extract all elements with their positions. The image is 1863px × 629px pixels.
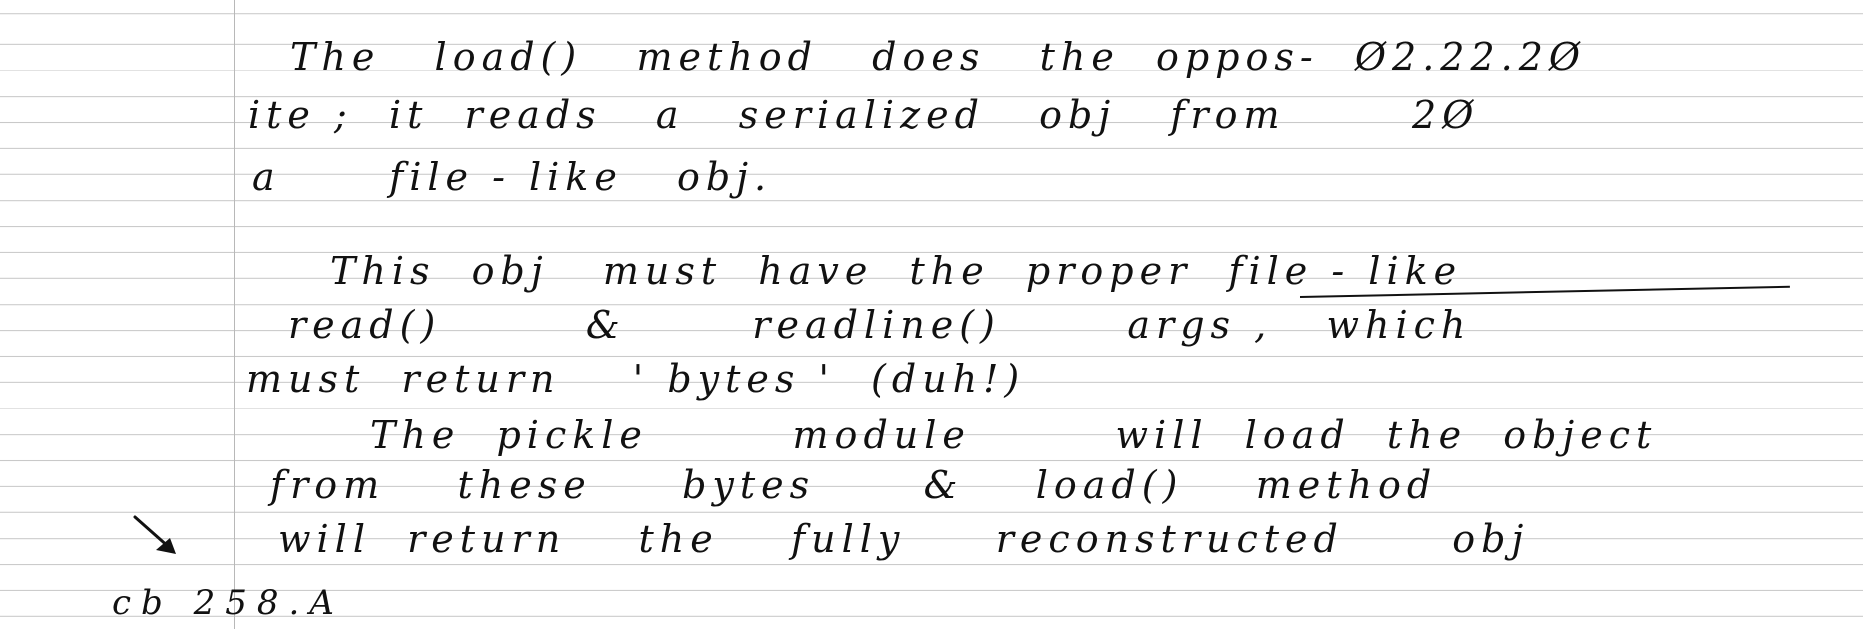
note-line-6: must return ' bytes ' (duh!) (246, 357, 1026, 401)
note-line-9: will return the fully reconstructed obj (278, 517, 1530, 561)
margin-line (234, 0, 235, 629)
note-line-7: The pickle module will load the object (370, 413, 1658, 457)
note-line-1: The load() method does the oppos- Ø2.22.2Ø (290, 35, 1587, 79)
note-line-4: This obj must have the proper file - like (330, 249, 1463, 293)
note-line-2: ite ; it reads a serialized obj from 2Ø (248, 93, 1480, 137)
arrow-icon (132, 514, 182, 558)
note-line-5: read() & readline() args , which (288, 303, 1472, 347)
note-line-8: from these bytes & load() method (270, 463, 1438, 507)
note-line-3: a file - like obj. (252, 155, 773, 199)
footer-reference: cb 258.A (112, 583, 344, 623)
